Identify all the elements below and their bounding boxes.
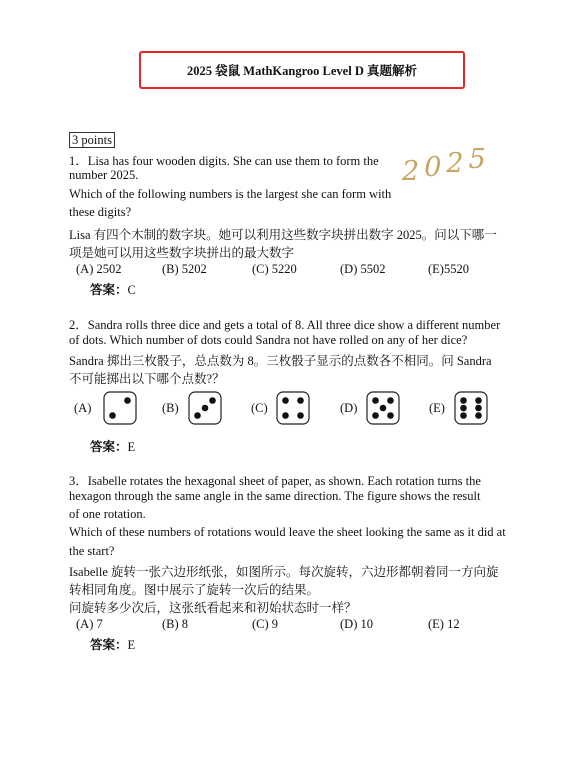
dice-label-c: (C) <box>251 401 268 415</box>
q1-line: Lisa 有四个木制的数字块。她可以利用这些数字块拼出数字 2025。问以下哪一 <box>69 228 497 242</box>
q1-line: 项是她可以用这些数字块拼出的最大数字 <box>69 246 295 260</box>
year-digit: 5 <box>468 144 491 175</box>
q1-choice-a[interactable]: (A) 2502 <box>76 262 122 276</box>
q1-answer <box>90 280 136 298</box>
die-three-dots[interactable] <box>188 391 222 425</box>
q1-line: these digits? <box>69 205 132 219</box>
q3-choice-c[interactable]: (C) 9 <box>252 617 279 631</box>
die-dot <box>297 397 304 404</box>
die-dot <box>460 397 467 404</box>
dice-label-b: (B) <box>162 401 179 415</box>
q3-answer-label: 答案： <box>90 638 128 652</box>
die-dot <box>475 405 482 412</box>
die-five-dots[interactable] <box>366 391 400 425</box>
die-dot <box>202 405 209 412</box>
q2-answer-value: E <box>127 440 136 454</box>
die-dot <box>124 397 131 404</box>
q2-line: of dots. Which number of dots could Sandra not have rolled on any of her dice? <box>69 333 468 347</box>
q3-choice-b[interactable]: (B) 8 <box>162 617 189 631</box>
q3-choice-a[interactable]: (A) 7 <box>76 617 103 631</box>
q3-line: the start? <box>69 544 115 558</box>
die-four-dots[interactable] <box>276 391 310 425</box>
die-dot <box>282 412 289 419</box>
die-face <box>455 392 487 424</box>
points-badge: 3 points <box>69 133 115 148</box>
die-six-dots[interactable] <box>454 391 488 425</box>
q3-line: 3．Isabelle rotates the hexagonal sheet of paper, as shown. Each rotation turns the <box>69 474 481 488</box>
q3-line: 问旋转多少次后，这张纸看起来和初始状态时一样？ <box>69 601 357 615</box>
q2-answer <box>90 437 135 455</box>
year-digit: 2 <box>402 156 425 187</box>
q3-choice-e[interactable]: (E) 12 <box>428 617 460 631</box>
q3-line: 转相同角度。图中展示了旋转一次后的结果。 <box>69 583 320 597</box>
year-decoration <box>402 144 491 187</box>
dice-label-e: (E) <box>429 401 445 415</box>
die-dot <box>460 412 467 419</box>
q1-choice-e[interactable]: (E)5520 <box>428 262 469 276</box>
q3-line: of one rotation. <box>69 507 146 521</box>
die-dot <box>475 397 482 404</box>
year-digit: 0 <box>424 152 447 183</box>
die-dot <box>282 397 289 404</box>
die-dot <box>380 405 387 412</box>
die-dot <box>297 412 304 419</box>
q2-line: 不可能掷出以下哪个点数?？ <box>69 372 225 386</box>
year-digit: 2 <box>446 148 469 179</box>
die-dot <box>460 405 467 412</box>
q3-choice-d[interactable]: (D) 10 <box>340 617 373 631</box>
q2-answer-label: 答案： <box>90 440 128 454</box>
page-title-text: 2025 袋鼠 MathKangroo Level D 真题解析 <box>187 64 417 78</box>
dice-label-a: (A) <box>74 401 92 415</box>
page-title <box>139 51 465 89</box>
q1-choice-b[interactable]: (B) 5202 <box>162 262 207 276</box>
dice-options <box>74 391 514 427</box>
q1-line: number 2025. <box>69 168 139 182</box>
q1-choice-c[interactable]: (C) 5220 <box>252 262 297 276</box>
die-face <box>104 392 136 424</box>
q1-line: 1．Lisa has four wooden digits. She can use them to form the <box>69 154 379 168</box>
die-two-dots[interactable] <box>103 391 137 425</box>
q1-choice-d[interactable]: (D) 5502 <box>340 262 386 276</box>
q1-answer-label: 答案： <box>90 283 128 297</box>
die-dot <box>387 397 394 404</box>
q3-line: Isabelle 旋转一张六边形纸张，如图所示。每次旋转，六边形都朝着同一方向旋 <box>69 565 499 579</box>
q3-line: Which of these numbers of rotations would leave the sheet looking the same as it did at <box>69 525 506 539</box>
q3-answer-value: E <box>127 638 136 652</box>
die-dot <box>372 412 379 419</box>
die-dot <box>475 412 482 419</box>
die-dot <box>372 397 379 404</box>
dice-label-d: (D) <box>340 401 358 415</box>
die-dot <box>209 397 216 404</box>
die-dot <box>387 412 394 419</box>
q1-line: Which of the following numbers is the largest she can form with <box>69 187 392 201</box>
die-face <box>277 392 309 424</box>
die-dot <box>194 412 201 419</box>
q2-line: Sandra 掷出三枚骰子，总点数为 8。三枚骰子显示的点数各不相同。问 Sandra <box>69 354 492 368</box>
q3-answer <box>90 635 135 653</box>
q3-line: hexagon through the same angle in the same direction. The figure shows the result <box>69 489 481 503</box>
q1-answer-value: C <box>127 283 136 297</box>
q2-line: 2．Sandra rolls three dice and gets a total of 8. All three dice show a different number <box>69 318 501 332</box>
die-dot <box>109 412 116 419</box>
